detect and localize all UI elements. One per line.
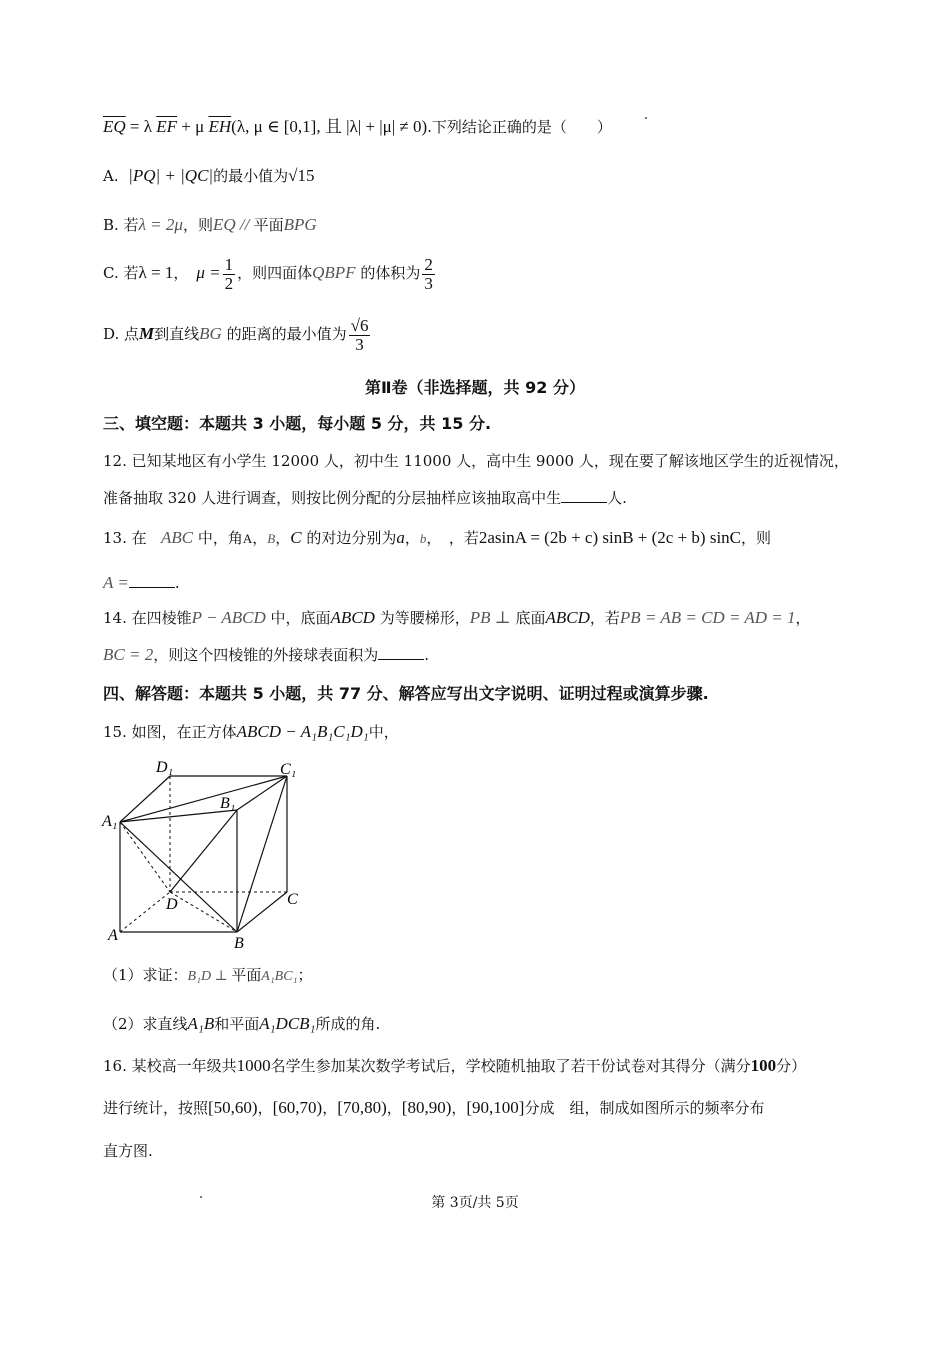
q14-line2: BC = 2，则这个四棱锥的外接球表面积为 . (103, 645, 429, 664)
q12-line2: 准备抽取 320 人进行调查，则按比例分配的分层抽样应该抽取高中生 人. (103, 489, 627, 507)
q11-condition: $\overline{EQ} = \lambda$ $\overline{EF} + \mu$ $\overline{EH}(\lambda$, μ ∈ [0,1], 且 |λ| + |μ| ≠ 0).下列结论正确的是（ ） (103, 117, 612, 136)
q15-part1: （1）求证：B₁D ⊥ 平面A₁BC₁； (103, 966, 313, 984)
q11-option-a: A. |PQ| + |QC|的最小值为√15 (103, 166, 315, 185)
section4-title: 四、解答题：本题共 5 小题，共 77 分、解答应写出文字说明、证明过程或演算步骤. (103, 684, 709, 703)
label-D1: D₁ (156, 759, 174, 776)
q13-line2: A = . (103, 573, 180, 592)
fraction-sqrt6-over-3: $\frac{√6}{3}$ (350, 315, 369, 354)
label-B: B (234, 935, 244, 952)
q11-option-c: C. 若λ = 1， μ = $\frac{1}{2}$ ，则四面体QBPF 的体积为 $\frac{2}{3}$ (103, 254, 433, 293)
fraction-two-thirds: $\frac{2}{3}$ (424, 254, 433, 293)
q12-line1: 12. 已知某地区有小学生 12000 人，初中生 11000 人，高中生 9000 人，现在要了解该地区学生的近视情况， (103, 452, 849, 470)
q11-option-b: B. 若λ = 2μ，则EQ // 平面BPG (103, 215, 317, 234)
cube-figure (100, 756, 310, 956)
label-B1: B₁ (220, 795, 236, 812)
q14-line1: 14. 在四棱锥P − ABCD 中，底面ABCD 为等腰梯形，PB ⊥ 底面ABCD，若PB = AB = CD = AD = 1， (103, 608, 811, 627)
label-C1: C₁ (280, 761, 297, 778)
q15-stem: 15. 如图，在正方体ABCD − A₁B₁C₁D₁中， (103, 722, 399, 741)
label-D: D (166, 896, 178, 913)
page-footer: 第 3页/共 5页 (431, 1195, 519, 1211)
q11-option-d: D. 点M到直线BG 的距离的最小值为 $\frac{√6}{3}$ (103, 315, 369, 354)
q16-line2: 进行统计，按照[50,60)，[60,70)，[70,80)，[80,90)，[90,100]分成 组，制成如图所示的频率分布 (103, 1098, 765, 1117)
stray-dot (645, 117, 647, 119)
section3-title: 三、填空题：本题共 3 小题，每小题 5 分，共 15 分. (103, 414, 492, 433)
fraction-one-half: $\frac{1}{2}$ (224, 254, 234, 293)
q13-line1: 13. 在 ABC 中，角A，B，C 的对边分别为a，b， ，若2asinA = (2b + c) sinB + (2c + b) sinC，则 (103, 528, 772, 547)
label-C: C (287, 891, 298, 908)
answer-blank (378, 645, 424, 660)
answer-blank (129, 573, 175, 588)
q15-part2: （2）求直线A₁B和平面A₁DCB₁所成的角. (103, 1014, 381, 1033)
q16-line3: 直方图. (103, 1142, 153, 1160)
label-A1: A₁ (102, 813, 118, 830)
answer-blank (561, 488, 607, 503)
q16-line1: 16. 某校高一年级共1000名学生参加某次数学考试后，学校随机抽取了若干份试卷对其得分（满分100分） (103, 1056, 807, 1075)
label-A: A (108, 927, 118, 944)
part2-title: 第Ⅱ卷（非选择题，共 92 分） (365, 378, 585, 397)
